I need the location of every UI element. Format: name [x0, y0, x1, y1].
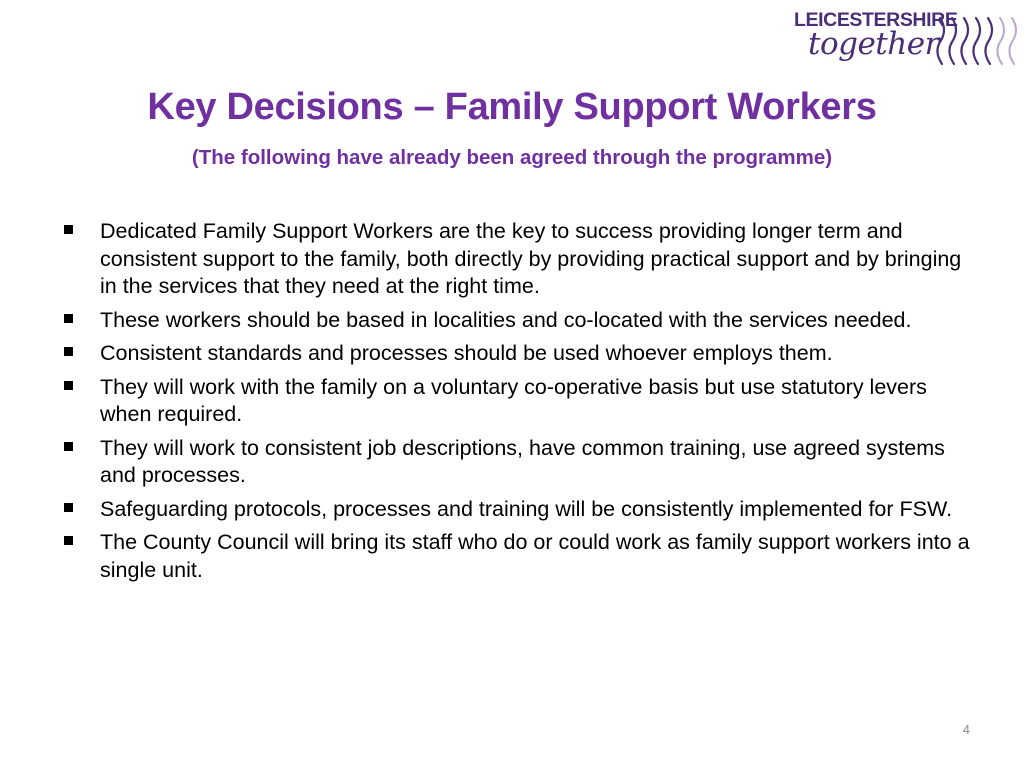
square-bullet-icon [64, 225, 73, 234]
bullet-text: The County Council will bring its staff who do or could work as family support workers into a single unit. [100, 530, 970, 582]
bullet-text: They will work to consistent job descriptions, have common training, use agreed systems and processes. [100, 435, 945, 487]
bullet-item [62, 496, 972, 524]
square-bullet-icon [64, 347, 73, 356]
square-bullet-icon [64, 381, 73, 390]
slide-subtitle: (The following have already been agreed through the programme) [191, 146, 833, 169]
bullet-text: Safeguarding protocols, processes and training will be consistently implemented for FSW. [100, 496, 953, 521]
bullet-text: Consistent standards and processes should be used whoever employs them. [100, 341, 833, 365]
logo-wordmark-top: LEICESTERSHIRE [794, 9, 958, 31]
bullet-item [62, 529, 972, 584]
bullet-item [62, 307, 972, 335]
logo-wordmark-bottom: together [808, 26, 939, 62]
square-bullet-icon [64, 442, 73, 451]
page-number: 4 [962, 722, 970, 737]
bullet-item [62, 435, 972, 490]
bullet-text: Dedicated Family Support Workers are the key to success providing longer term and consistent support to the family, both directly by providing practical support and by bringing in the services that they need at the right time. [100, 219, 962, 298]
square-bullet-icon [64, 503, 73, 512]
square-bullet-icon [64, 536, 73, 545]
logo-arcs-icon [936, 8, 1020, 70]
bullet-list [62, 218, 972, 590]
slide-title: Key Decisions – Family Support Workers [147, 86, 877, 128]
square-bullet-icon [64, 314, 73, 323]
bullet-text: They will work with the family on a voluntary co-operative basis but use statutory levers when required. [100, 374, 927, 426]
leicestershire-together-logo [790, 4, 1020, 70]
bullet-item [62, 340, 972, 368]
bullet-item [62, 374, 972, 429]
bullet-item [62, 218, 972, 301]
bullet-text: These workers should be based in localities and co-located with the services needed. [100, 307, 912, 332]
